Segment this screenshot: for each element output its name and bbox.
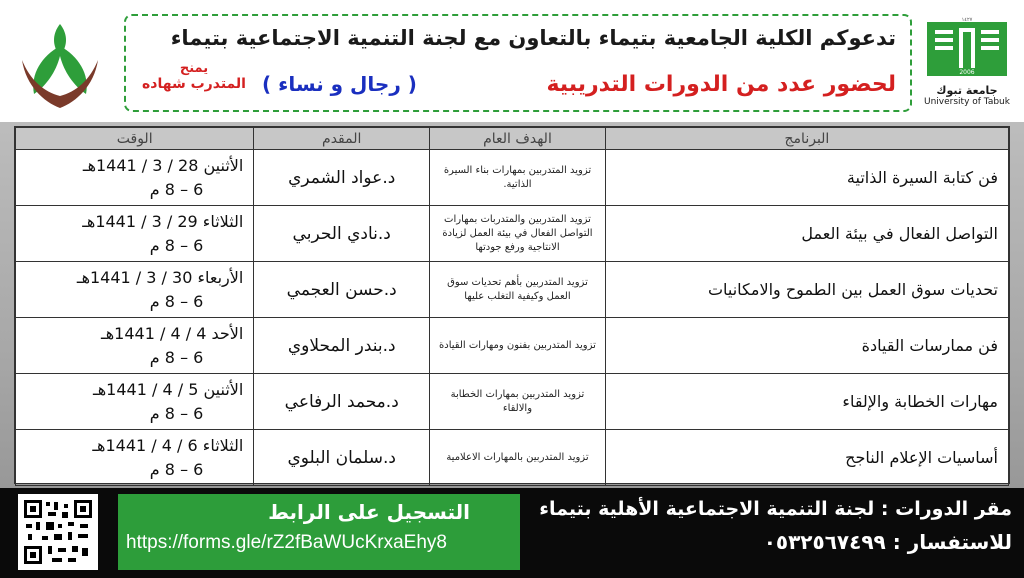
goal-cell: تزويد المتدربين بالمهارات الاعلامية: [430, 430, 606, 486]
registration-title: التسجيل على الرابط: [268, 500, 470, 524]
committee-logo: [12, 16, 108, 112]
invitation-text: تدعوكم الكلية الجامعية بتيماء بالتعاون مع لجنة التنمية الاجتماعية بتيماء: [170, 26, 896, 50]
program-cell: فن كتابة السيرة الذاتية: [605, 150, 1008, 206]
table-row: [16, 262, 1009, 318]
hours-text: 6 – 8 م: [149, 347, 204, 367]
header-presenter: المقدم: [254, 128, 430, 150]
goal-cell: تزويد المتدربين بمهارات بناء السيرة الذاتية.: [430, 150, 606, 206]
date-text: الأربعاء 30 / 3 / 1441هـ: [76, 267, 244, 287]
qr-code-icon[interactable]: [18, 494, 98, 570]
date-text: الأثنين 28 / 3 / 1441هـ: [82, 155, 244, 175]
program-cell: فن ممارسات القيادة: [605, 318, 1008, 374]
presenter-cell: د.نادي الحربي: [254, 206, 430, 262]
presenter-cell: د.سلمان البلوي: [254, 430, 430, 486]
registration-box: [118, 494, 520, 570]
table-row: [16, 318, 1009, 374]
table-row: [16, 430, 1009, 486]
date-text: الأثنين 5 / 4 / 1441هـ: [93, 379, 244, 399]
program-cell: أساسيات الإعلام الناجح: [605, 430, 1008, 486]
hours-text: 6 – 8 م: [149, 235, 204, 255]
university-name-ar: جامعة تبوك: [936, 84, 998, 97]
header-program: البرنامج: [605, 128, 1008, 150]
time-cell: [16, 206, 254, 262]
gender-text: ( رجال و نساء ): [262, 72, 417, 96]
hours-text: 6 – 8 م: [149, 403, 204, 423]
goal-cell: تزويد المتدربين والمتدربات بمهارات التواصل الفعال في بيئة العمل لزيادة الانتاجية ورفع جودتها: [430, 206, 606, 262]
program-cell: تحديات سوق العمل بين الطموح والامكانيات: [605, 262, 1008, 318]
certificate-bottom: المتدرب شهاده: [142, 76, 246, 92]
certificate-badge: [134, 62, 254, 92]
goal-cell: تزويد المتدربين بفنون ومهارات القيادة: [430, 318, 606, 374]
table-row: [16, 150, 1009, 206]
header-goal: الهدف العام: [430, 128, 606, 150]
table-header-row: [16, 128, 1009, 150]
program-cell: مهارات الخطابة والإلقاء: [605, 374, 1008, 430]
registration-link[interactable]: https://forms.gle/rZ2fBaWUcKrxaEhy8: [126, 532, 447, 553]
phone-text: للاستفسار : ٠٥٣٢٥٦٧٤٩٩: [763, 530, 1012, 554]
header-time: الوقت: [16, 128, 254, 150]
university-name-en: University of Tabuk: [924, 97, 1010, 107]
time-cell: [16, 262, 254, 318]
date-text: الثلاثاء 29 / 3 / 1441هـ: [82, 211, 244, 231]
svg-text:١٤٢٧: ١٤٢٧: [961, 17, 973, 23]
time-cell: [16, 150, 254, 206]
table-row: [16, 374, 1009, 430]
time-cell: [16, 318, 254, 374]
program-cell: التواصل الفعال في بيئة العمل: [605, 206, 1008, 262]
header: [0, 0, 1024, 122]
hours-text: 6 – 8 م: [149, 179, 204, 199]
date-text: الأحد 4 / 4 / 1441هـ: [101, 323, 244, 343]
presenter-cell: د.بندر المحلاوي: [254, 318, 430, 374]
invitation-box: [124, 14, 912, 112]
courses-table: [14, 126, 1010, 484]
goal-cell: تزويد المتدربين بمهارات الخطابة والالقاء: [430, 374, 606, 430]
presenter-cell: د.محمد الرفاعي: [254, 374, 430, 430]
time-cell: [16, 430, 254, 486]
certificate-top: يمنح: [179, 61, 209, 76]
hours-text: 6 – 8 م: [149, 291, 204, 311]
svg-text:2006: 2006: [959, 69, 975, 76]
goal-cell: تزويد المتدربين بأهم تحديات سوق العمل وكيفية التغلب عليها: [430, 262, 606, 318]
date-text: الثلاثاء 6 / 4 / 1441هـ: [92, 435, 244, 455]
attend-text: لحضور عدد من الدورات التدريبية: [546, 72, 896, 97]
university-logo: [922, 16, 1012, 116]
hours-text: 6 – 8 م: [149, 459, 204, 479]
venue-text: مقر الدورات : لجنة التنمية الاجتماعية الأهلية بتيماء: [539, 498, 1012, 520]
time-cell: [16, 374, 254, 430]
presenter-cell: د.عواد الشمري: [254, 150, 430, 206]
university-emblem-icon: [925, 16, 1009, 78]
presenter-cell: د.حسن العجمي: [254, 262, 430, 318]
table-row: [16, 206, 1009, 262]
